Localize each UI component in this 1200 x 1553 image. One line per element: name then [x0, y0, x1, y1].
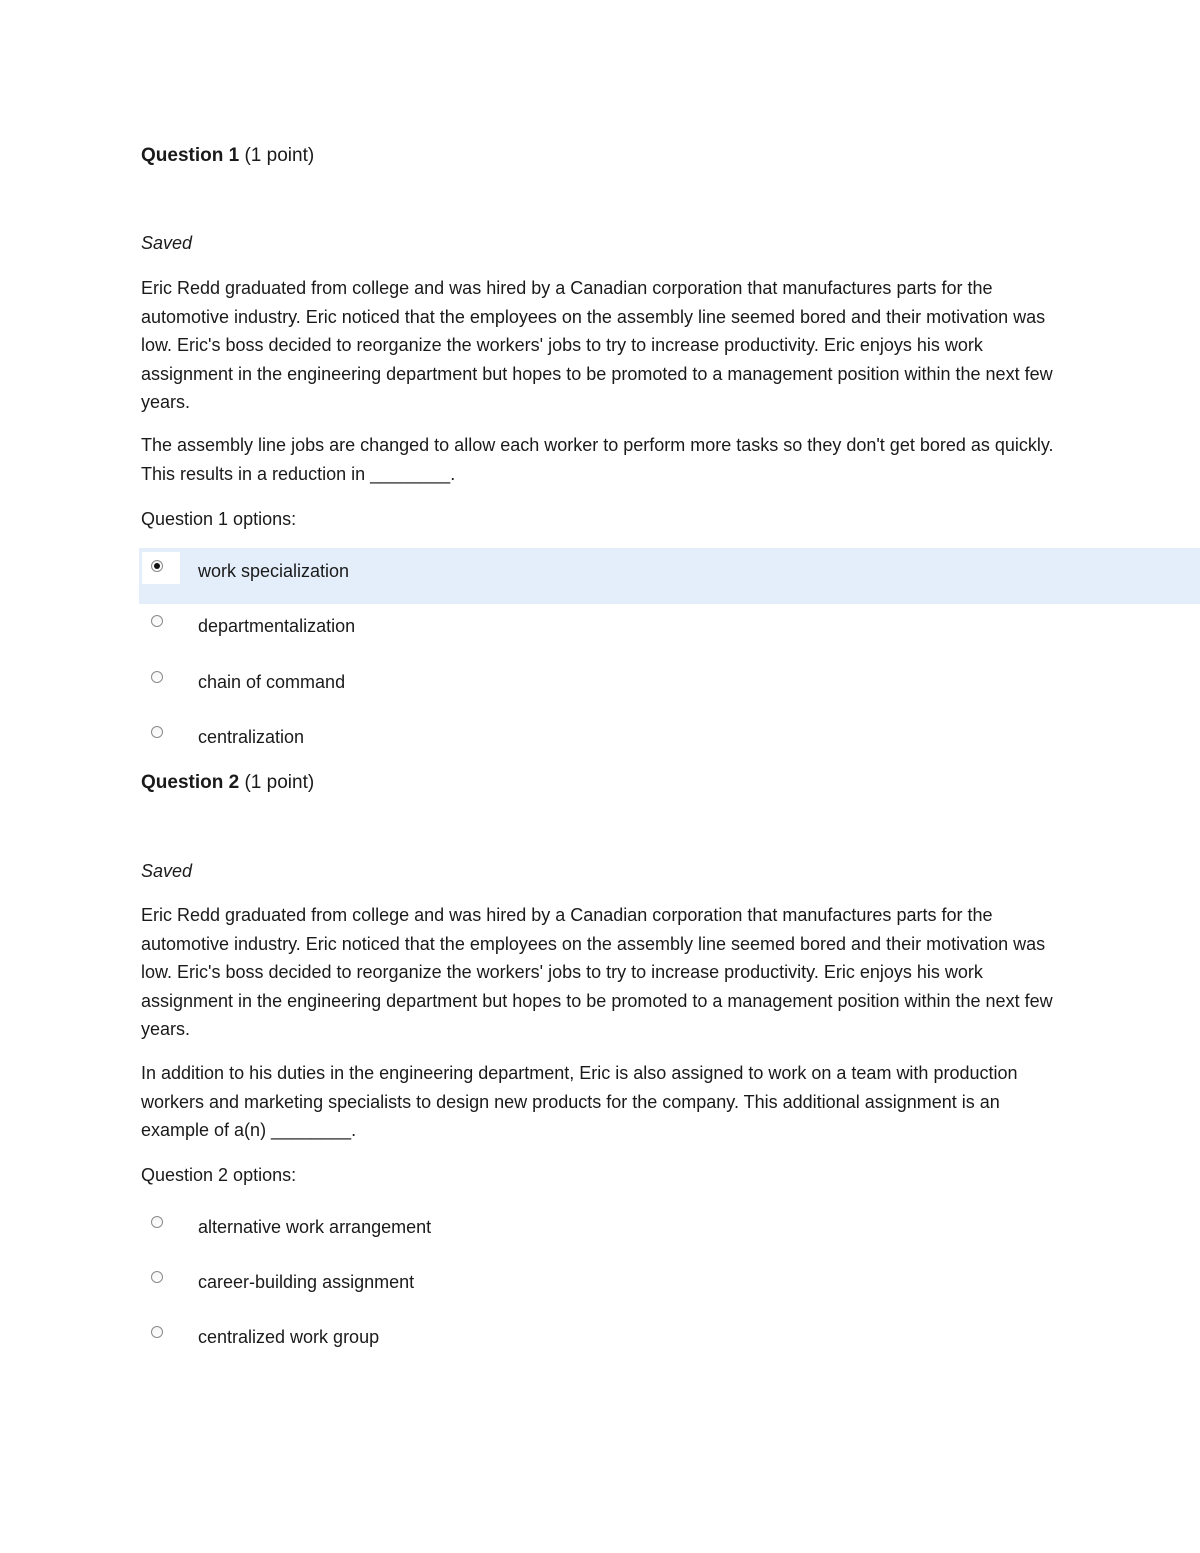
- radio-container: [142, 607, 180, 639]
- question-1-option-1[interactable]: [139, 548, 1200, 604]
- question-1-prompt: The assembly line jobs are changed to allow each worker to perform more tasks so they don't get bored as quickly. This results in a reduction in ________.: [141, 435, 1054, 484]
- question-1-saved-status: Saved: [141, 233, 193, 253]
- question-2-option-2[interactable]: [139, 1259, 1200, 1315]
- question-2-option-1[interactable]: [139, 1204, 1200, 1260]
- radio-container: [142, 1208, 180, 1240]
- option-label[interactable]: centralization: [198, 727, 305, 747]
- radio-container: [142, 663, 180, 695]
- question-1-points: (1 point): [244, 145, 315, 166]
- question-1-heading: [141, 144, 314, 168]
- radio-container: [142, 718, 180, 750]
- question-2-title: Question 2: [141, 772, 240, 793]
- radio-button-icon[interactable]: [151, 1326, 163, 1338]
- radio-button-icon[interactable]: [151, 1271, 163, 1283]
- question-1-option-2[interactable]: [139, 603, 1200, 659]
- option-label[interactable]: alternative work arrangement: [198, 1217, 432, 1237]
- question-2-option-3[interactable]: [139, 1314, 1200, 1370]
- question-1-options-label: Question 1 options:: [141, 509, 297, 529]
- option-label[interactable]: career-building assignment: [198, 1272, 415, 1292]
- question-1-option-4[interactable]: [139, 714, 1200, 770]
- radio-container: [142, 1263, 180, 1295]
- radio-button-icon[interactable]: [151, 726, 163, 738]
- question-2-scenario: Eric Redd graduated from college and was hired by a Canadian corporation that manufactures parts for the automotive industry. Eric noticed that the employees on the assembly line seemed bored and their motivation was low. Eric's boss decided to reorganize the workers' jobs to try to increase productivity. Eric enjoys his work assignment in the engineering department but hopes to be promoted to a management position within the next few years.: [141, 905, 1053, 1039]
- radio-button-icon[interactable]: [151, 615, 163, 627]
- question-2-saved-status: Saved: [141, 861, 193, 881]
- radio-container: [142, 1318, 180, 1350]
- radio-button-icon[interactable]: [151, 671, 163, 683]
- question-2-points: (1 point): [244, 772, 315, 793]
- radio-button-checked-icon[interactable]: [151, 560, 163, 572]
- question-1-scenario: Eric Redd graduated from college and was hired by a Canadian corporation that manufactures parts for the automotive industry. Eric noticed that the employees on the assembly line seemed bored and their motivation was low. Eric's boss decided to reorganize the workers' jobs to try to increase productivity. Eric enjoys his work assignment in the engineering department but hopes to be promoted to a management position within the next few years.: [141, 278, 1053, 412]
- radio-container: [142, 552, 180, 584]
- option-label[interactable]: chain of command: [198, 672, 346, 692]
- question-1-title: Question 1: [141, 145, 240, 166]
- radio-button-icon[interactable]: [151, 1216, 163, 1228]
- option-label[interactable]: work specialization: [198, 561, 350, 581]
- question-2-heading: [141, 771, 314, 795]
- question-2-options-label: Question 2 options:: [141, 1165, 297, 1185]
- question-1-option-3[interactable]: [139, 659, 1200, 715]
- question-2-prompt: In addition to his duties in the engineering department, Eric is also assigned to work on a team with production workers and marketing specialists to design new products for the company. This additional assignment is an example of a(n) ________.: [141, 1063, 1018, 1140]
- option-label[interactable]: centralized work group: [198, 1327, 380, 1347]
- option-label[interactable]: departmentalization: [198, 616, 356, 636]
